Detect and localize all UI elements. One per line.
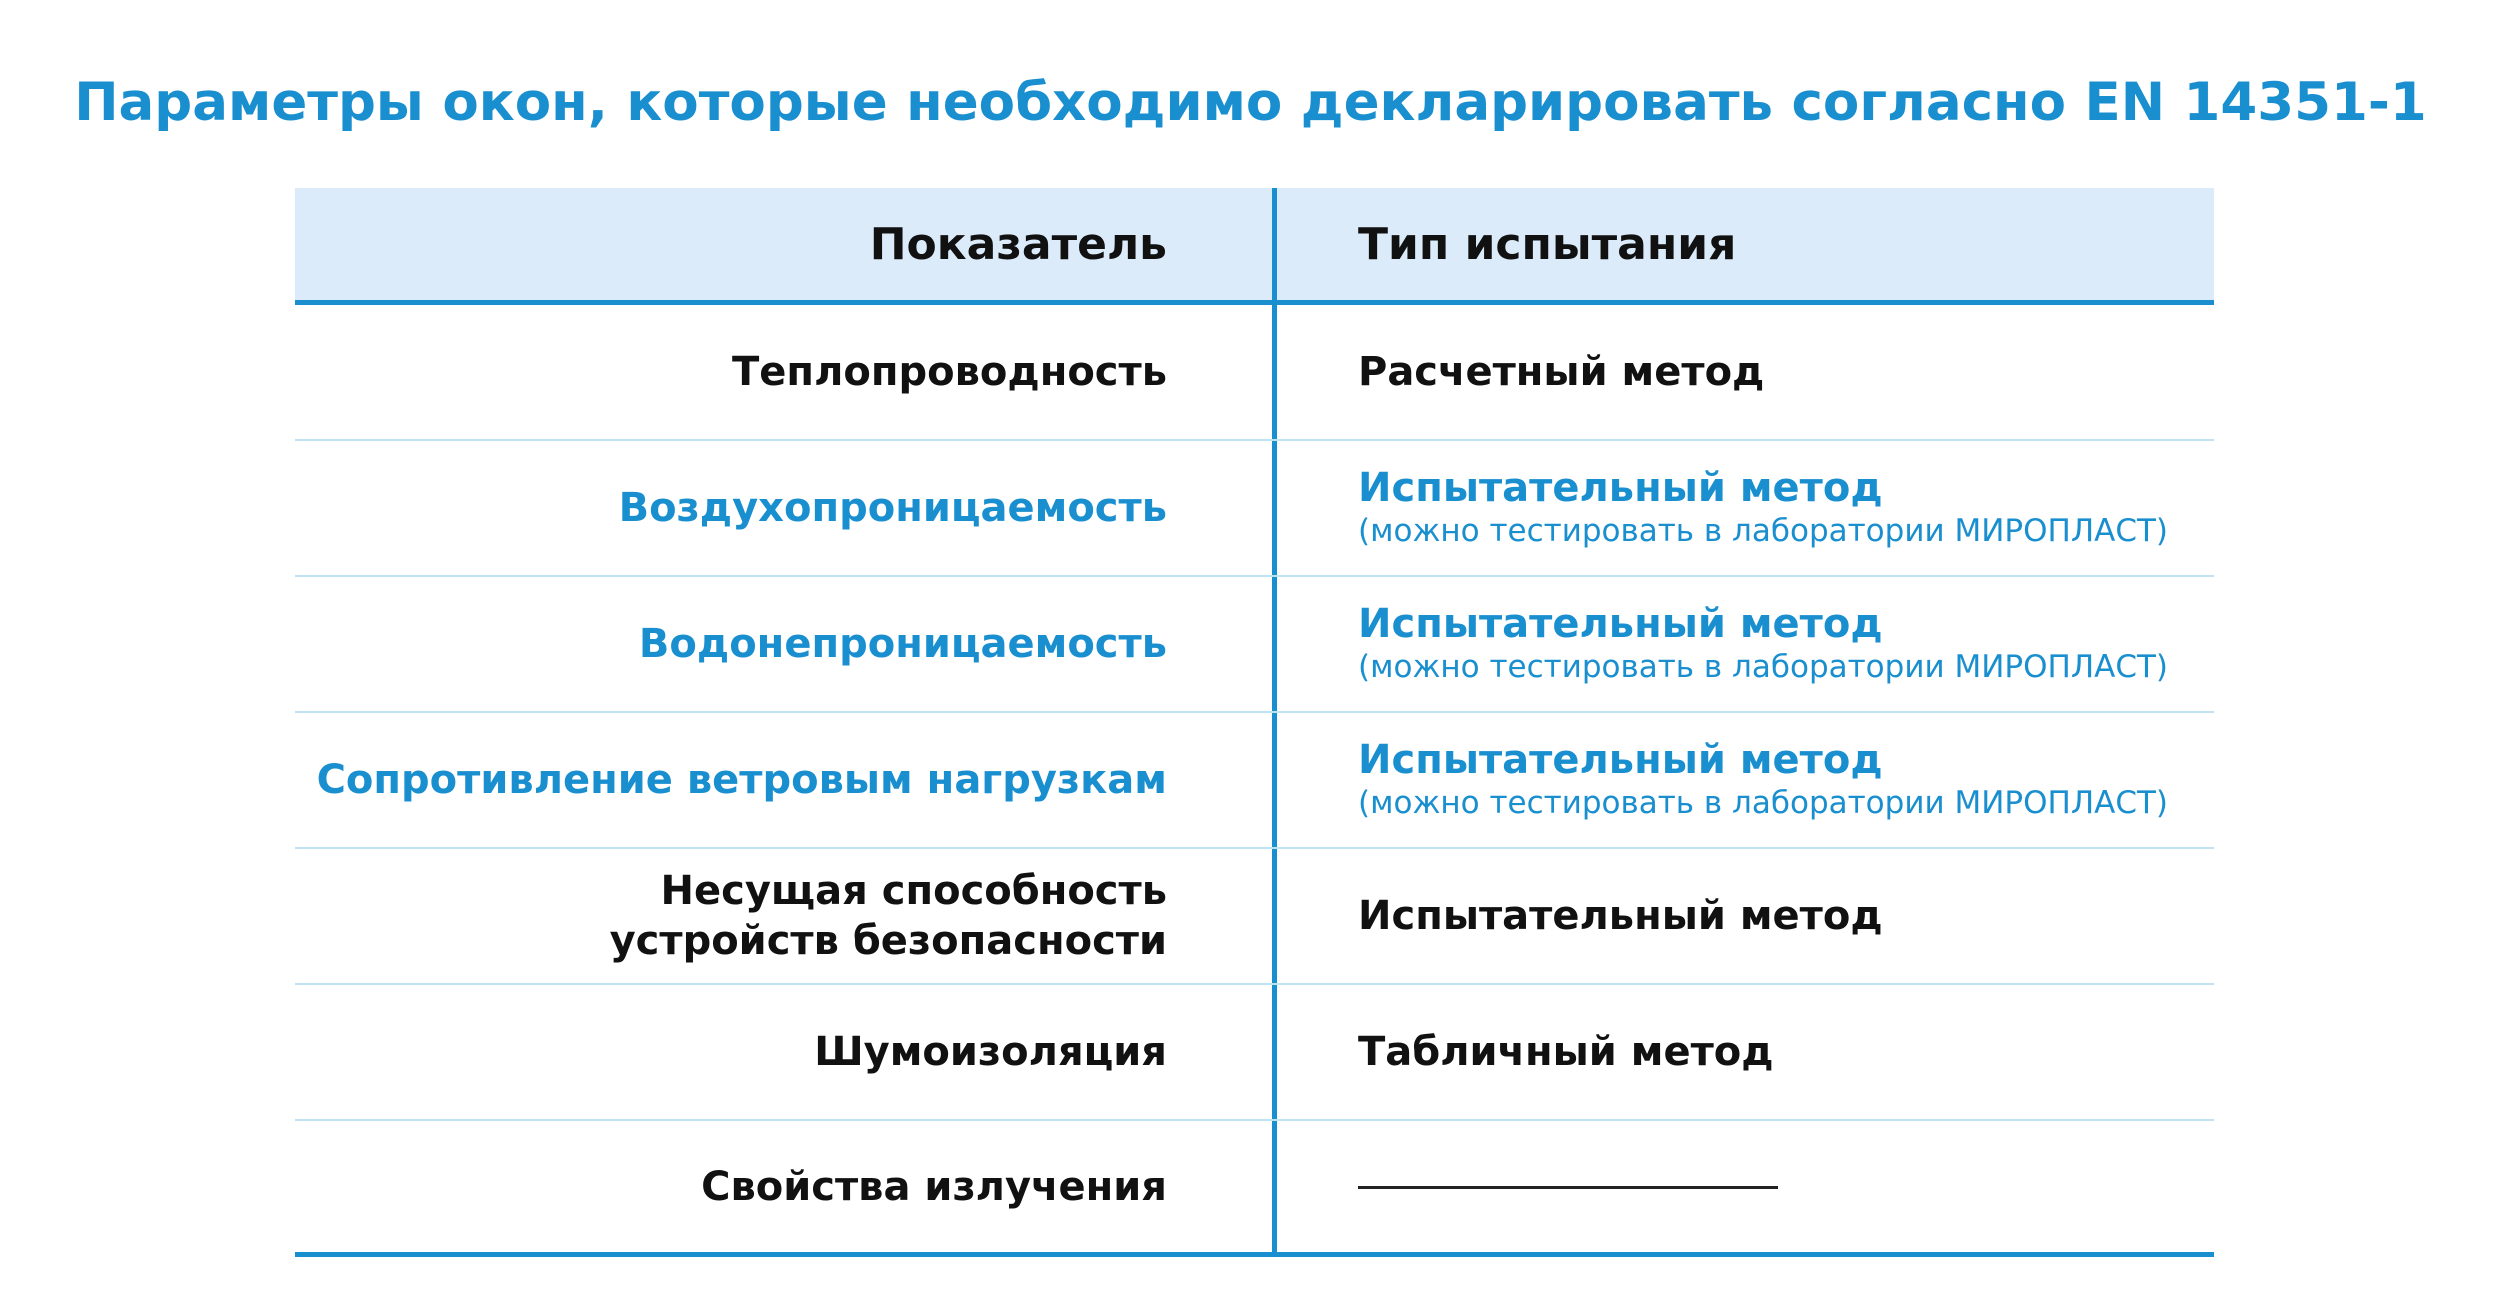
param-cell [295, 713, 1277, 847]
method-label: Испытательный метод [1358, 737, 1883, 783]
param-label: Теплопроводность [732, 349, 1167, 395]
method-label: Испытательный метод [1358, 465, 1883, 511]
method-note: (можно тестировать в лаборатории МИРОПЛАСТ) [1358, 513, 2169, 549]
method-label: Табличный метод [1358, 1029, 1774, 1075]
method-label: Испытательный метод [1358, 893, 1883, 939]
table-row [295, 305, 2214, 441]
param-cell [295, 985, 1277, 1119]
table-row [295, 1121, 2214, 1257]
param-label: Сопротивление ветровым нагрузкам [316, 757, 1167, 803]
header-indicator-label: Показатель [869, 218, 1167, 270]
header-test-type-label: Тип испытания [1358, 218, 1737, 270]
param-cell [295, 1121, 1277, 1252]
table-row [295, 441, 2214, 577]
param-cell [295, 577, 1277, 711]
param-cell [295, 305, 1277, 439]
param-label-line2: устройств безопасности [609, 918, 1167, 964]
method-cell [1277, 849, 2214, 983]
param-label: Воздухопроницаемость [618, 485, 1167, 531]
method-cell [1277, 713, 2214, 847]
method-cell [1277, 441, 2214, 575]
table-header-row [295, 188, 2214, 305]
method-cell [1277, 1121, 2214, 1252]
method-note: (можно тестировать в лаборатории МИРОПЛАСТ) [1358, 785, 2169, 821]
param-cell [295, 441, 1277, 575]
param-label-line1: Несущая способность [660, 868, 1167, 914]
method-note: (можно тестировать в лаборатории МИРОПЛАСТ) [1358, 649, 2169, 685]
param-label: Свойства излучения [701, 1163, 1167, 1210]
param-label-multiline [610, 866, 1167, 966]
method-cell [1277, 305, 2214, 439]
no-method-dash [1358, 1186, 1778, 1189]
method-cell [1277, 985, 2214, 1119]
method-cell [1277, 577, 2214, 711]
header-cell-test-type [1277, 188, 2214, 300]
param-cell [295, 849, 1277, 983]
page-title: Параметры окон, которые необходимо декларировать согласно EN 14351-1 [74, 72, 2427, 133]
param-label: Шумоизоляция [814, 1029, 1167, 1075]
method-label: Испытательный метод [1358, 601, 1883, 647]
header-cell-indicator [295, 188, 1277, 300]
table-row [295, 577, 2214, 713]
table-row [295, 985, 2214, 1121]
param-label: Водонепроницаемость [638, 621, 1167, 667]
parameters-table [295, 188, 2214, 1257]
method-label: Расчетный метод [1358, 349, 1765, 395]
table-row [295, 713, 2214, 849]
table-row [295, 849, 2214, 985]
